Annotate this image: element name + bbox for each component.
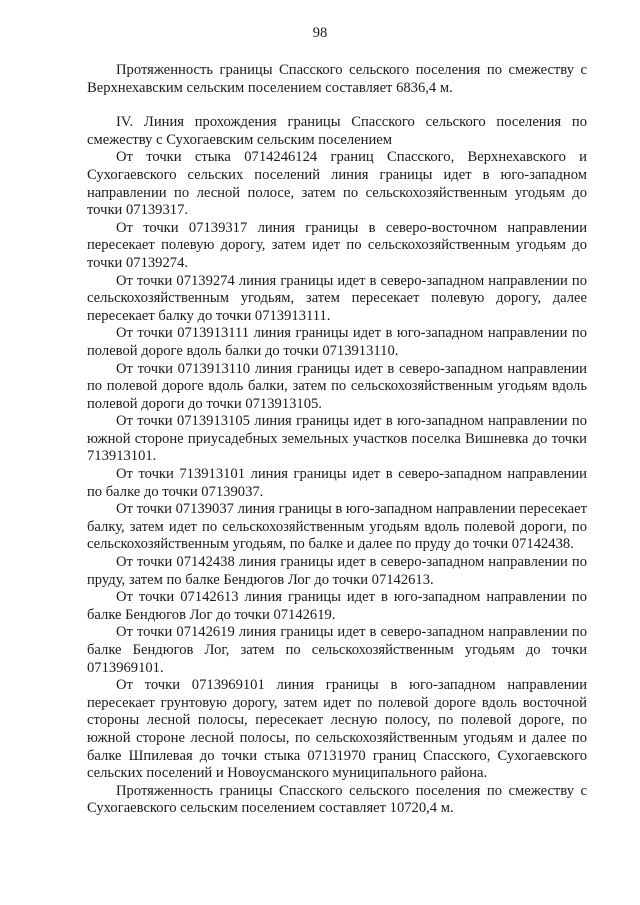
- paragraph-point-0713969101: От точки 0713969101 линия границы в юго-западном направлении пересекает грунтовую дорогу, затем идет по полевой дороге вдоль восточной стороны лесной полосы, пересекает лесную полосу, по полевой дороге, по южной стороне лесной полосы, по сельскохозяйственным угодьям и далее по балке Шпилевая до точки стыка 07131970 границ Спасского, Сухогаевского сельских поселений и Новоусманского муниципального района.: [87, 677, 587, 782]
- paragraph-length-sukhogaevskoe: Протяженность границы Спасского сельского поселения по смежеству с Сухогаевского сельским поселением составляет 10720,4 м.: [87, 782, 587, 817]
- paragraph-point-713913101: От точки 713913101 линия границы идет в северо-западном направлении по балке до точки 07139037.: [87, 466, 587, 500]
- paragraph-point-0713913105: От точки 0713913105 линия границы идет в юго-западном направлении по южной стороне приусадебных земельных участков поселка Вишневка до точки 713913101.: [87, 413, 587, 465]
- paragraph-point-07142438: От точки 07142438 линия границы идет в северо-западном направлении по пруду, затем по балке Бендюгов Лог до точки 07142613.: [87, 554, 587, 588]
- paragraph-length-verkhnekhavskoe: Протяженность границы Спасского сельского поселения по смежеству с Верхнехавским сельским поселением составляет 6836,4 м.: [87, 62, 587, 96]
- page-number: 98: [312, 25, 328, 41]
- document-body: [87, 62, 587, 818]
- paragraph-point-07142613: От точки 07142613 линия границы идет в юго-западном направлении по балке Бендюгов Лог до точки 07142619.: [87, 589, 587, 623]
- paragraph-point-0714246124: От точки стыка 0714246124 границ Спасского, Верхнехавского и Сухогаевского сельских поселений линия границы идет в юго-западном направлении по лесной полосе, затем по сельскохозяйственным угодьям до точки 07139317.: [87, 149, 587, 219]
- paragraph-point-0713913110: От точки 0713913110 линия границы идет в северо-западном направлении по полевой дороге вдоль балки, затем по сельскохозяйственным угодьям вдоль полевой дороги до точки 0713913105.: [87, 360, 587, 412]
- paragraph-point-07142619: От точки 07142619 линия границы идет в северо-западном направлении по балке Бендюгов Лог, затем по сельскохозяйственным угодьям до точки 0713969101.: [87, 624, 587, 676]
- paragraph-point-0713913111: От точки 0713913111 линия границы идет в юго-западном направлении по полевой дороге вдоль балки до точки 0713913110.: [87, 325, 587, 359]
- section-heading-iv: IV. Линия прохождения границы Спасского сельского поселения по смежеству с Сухогаевским сельским поселением: [87, 114, 587, 148]
- paragraph-point-07139037: От точки 07139037 линия границы в юго-западном направлении пересекает балку, затем идет по сельскохозяйственным угодьям вдоль полевой дороги, по сельскохозяйственным угодьям, по балке и далее по пруду до точки 07142438.: [87, 501, 587, 553]
- paragraph-point-07139317: От точки 07139317 линия границы в северо-восточном направлении пересекает полевую дорогу, затем идет по сельскохозяйственным угодьям до точки 07139274.: [87, 219, 587, 271]
- paragraph-point-07139274: От точки 07139274 линия границы идет в северо-западном направлении по сельскохозяйственным угодьям, затем пересекает полевую дорогу, далее пересекает балку до точки 0713913111.: [87, 272, 587, 324]
